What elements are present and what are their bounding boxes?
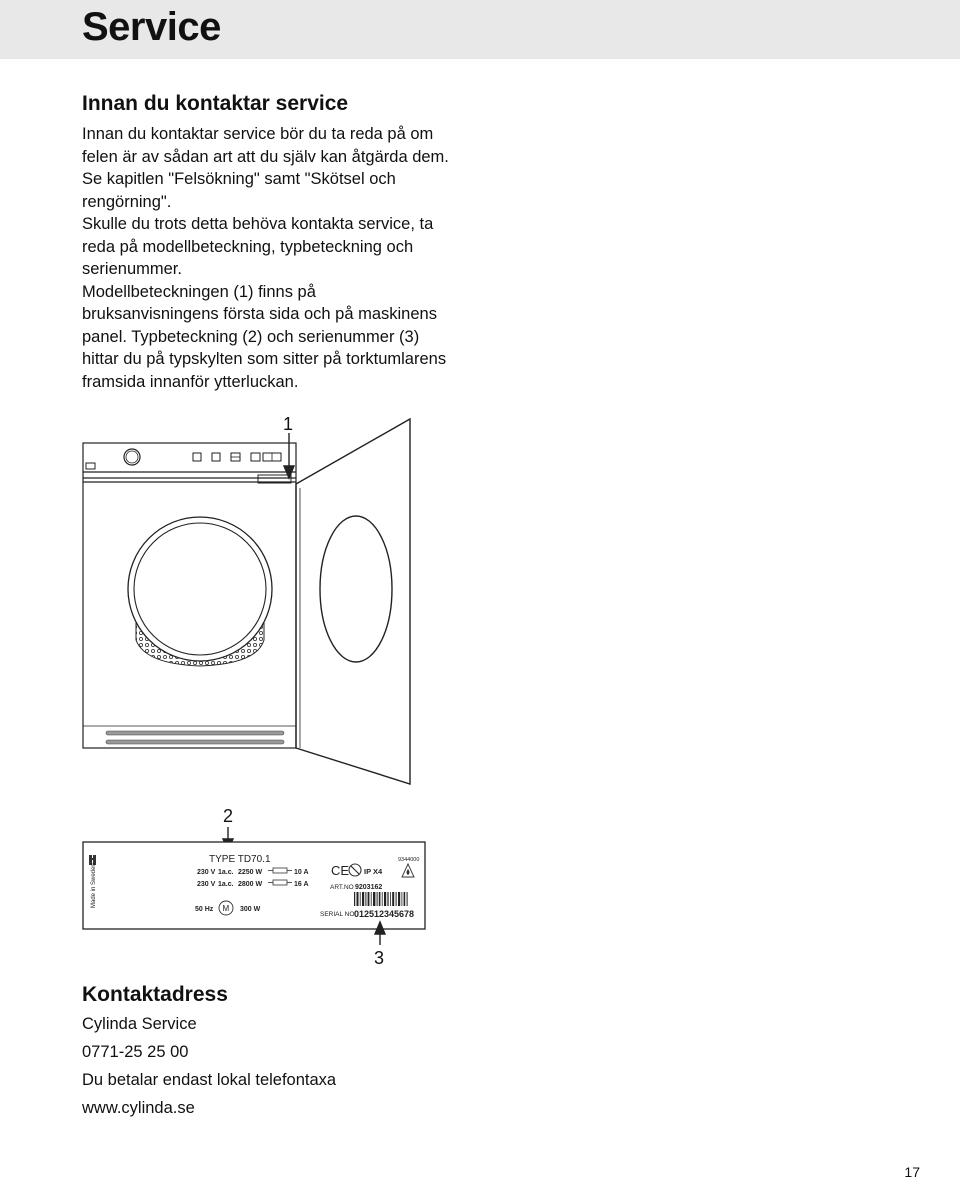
section-heading-contact: Kontaktadress: [82, 983, 228, 1006]
intro-line: serienummer.: [82, 260, 182, 278]
contact-website: www.cylinda.se: [82, 1099, 195, 1117]
intro-line: rengörning".: [82, 192, 172, 211]
plate-row1-voltage: 230 V: [197, 869, 216, 876]
intro-line: Innan du kontaktar service bör du ta reda på om: [82, 125, 434, 143]
plate-motor-power: 300 W: [240, 906, 261, 913]
plate-motor-mark: M: [222, 904, 230, 913]
intro-line: Skulle du trots detta behöva kontakta service, ta: [82, 215, 434, 233]
intro-line: framsida innanför ytterluckan.: [82, 372, 299, 391]
contact-block: [82, 1010, 336, 1122]
plate-row2-fuse: 16 A: [294, 881, 309, 888]
contact-fee-note: Du betalar endast lokal telefontaxa: [82, 1071, 337, 1089]
intro-line: bruksanvisningens första sida och på maskinens: [82, 305, 437, 323]
contact-name: Cylinda Service: [82, 1015, 197, 1033]
callout-model-number: 1: [283, 414, 294, 434]
plate-serial-no: 012512345678: [354, 909, 415, 919]
intro-line: Se kapitlen "Felsökning" samt "Skötsel och: [82, 170, 396, 188]
plate-ce-mark: CE: [331, 863, 350, 878]
plate-ip-rating: IP X4: [364, 867, 383, 876]
plate-row2-phase: 1a.c.: [218, 881, 234, 888]
page-number: 17: [904, 1164, 920, 1180]
plate-row1-phase: 1a.c.: [218, 869, 234, 876]
intro-line: panel. Typbeteckning (2) och serienummer (3): [82, 327, 420, 346]
plate-frequency: 50 Hz: [195, 906, 214, 913]
plate-row2-power: 2800 W: [238, 881, 263, 888]
page-title: Service: [82, 5, 221, 49]
plate-art-label: ART.NO: [330, 884, 354, 891]
intro-line: Modellbeteckningen (1) finns på: [82, 282, 316, 301]
callout-serial-number: 3: [374, 948, 385, 968]
section-heading-before-service: Innan du kontaktar service: [82, 92, 349, 115]
plate-type: TYPE TD70.1: [209, 854, 271, 865]
plate-serial-label: SERIAL NO: [320, 911, 355, 918]
intro-line: hittar du på typskylten som sitter på torktumlarens: [82, 350, 447, 368]
plate-row2-voltage: 230 V: [197, 881, 216, 888]
plate-code: 9344000: [398, 857, 420, 863]
plate-side-text: Made in Sweden: [91, 863, 97, 908]
intro-line: felen är av sådan art att du själv kan åtgärda dem.: [82, 147, 449, 166]
plate-art-no: 9203162: [355, 884, 383, 891]
intro-line: reda på modellbeteckning, typbeteckning och: [82, 237, 414, 256]
callout-type-plate: 2: [223, 806, 234, 826]
contact-phone: 0771-25 25 00: [82, 1043, 189, 1061]
plate-row1-power: 2250 W: [238, 869, 263, 876]
plate-row1-fuse: 10 A: [294, 869, 309, 876]
